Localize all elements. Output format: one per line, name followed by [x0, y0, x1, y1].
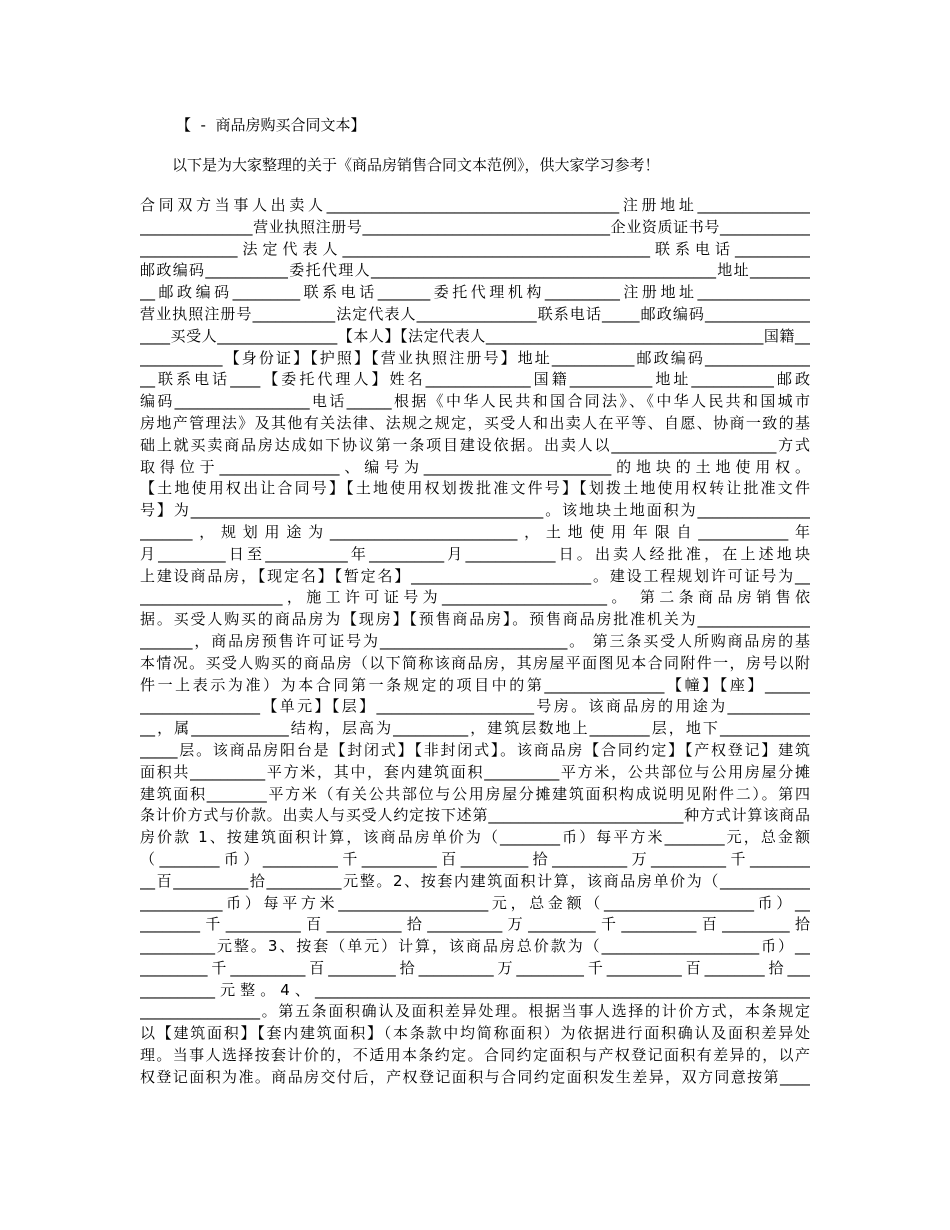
contract-text-line: 号】为_______________________________________________。该地块土地面积为_______________ [140, 501, 810, 520]
contract-text-line: __百__________拾__________元整。2、按套内建筑面积计算，该商品房单价为（____________ [140, 871, 810, 890]
contract-text-line: 以【建筑面积】【套内建筑面积】（本条款中均简称面积）为依据进行面积确认及面积差异处 [140, 1024, 810, 1043]
contract-text-line: __联系电话____【委托代理人】姓名______________国籍___________地址___________邮政 [140, 370, 810, 389]
contract-text-line: 建筑面积________平方米（有关公共部位与公用房屋分摊建筑面积构成说明见附件二）。第四 [140, 784, 810, 803]
contract-text-line: 条计价方式与价款。出卖人与买受人约定按下述第__________________________种方式计算该商品 [140, 806, 810, 825]
contract-text-line: 权登记面积为准。商品房交付后，产权登记面积与合同约定面积发生差异，双方同意按第____ [140, 1067, 810, 1086]
contract-text-line: 取得位于________________、编号为_________________________的地块的土地使用权。 [140, 457, 810, 476]
contract-text-line: 月_________日至___________年__________月____________日。出卖人经批准，在上述地块 [140, 544, 810, 563]
contract-text-line: __________元整。4、__________________________________________________________________ [140, 980, 810, 999]
contract-text-line: 据。买受人购买的商品房为【现房】【预售商品房】。预售商品房批准机关为_______________ [140, 610, 810, 629]
document-heading: 【 - 商品房购买合同文本】 [176, 116, 366, 134]
contract-text-line: 房地产管理法》及其他有关法律、法规之规定，买受人和出卖人在平等、自愿、协商一致的基 [140, 413, 810, 432]
contract-text-line: ___________币）每平方米____________________元，总金额（____________________币）__ [140, 893, 810, 912]
contract-text-line: __________元整。3、按套（单元）计算，该商品房总价款为（_____________________币）__ [140, 937, 810, 956]
contract-text-line: __邮政编码_________联系电话_______委托代理机构__________注册地址_______________ [140, 283, 810, 302]
contract-text-line: 营业执照注册号___________法定代表人________________联系电话_____邮政编码______________ [140, 304, 810, 323]
contract-text-line: 件一上表示为准）为本合同第一条规定的项目中的第________________【幢】【座】______ [140, 675, 810, 694]
contract-body [140, 195, 810, 1089]
contract-text-line: ________________。第五条面积确认及面积差异处理。根据当事人选择的计价方式，本条规定 [140, 1002, 810, 1021]
contract-text-line: 本情况。买受人购买的商品房（以下简称该商品房，其房屋平面图见本合同附件一，房号以附 [140, 653, 810, 672]
contract-text-line: ___________【身份证】【护照】【营业执照注册号】地址___________邮政编码______________ [140, 348, 810, 367]
contract-text-line: 【土地使用权出让合同号】【土地使用权划拨批准文件号】【划拨土地使用权转让批准文件 [140, 479, 810, 498]
contract-text-line: _______________营业执照注册号_________________________________企业资质证书号____________ [140, 217, 810, 236]
contract-text-line: ____买受人________________【本人】【法定代表人_____________________________________国籍__ [140, 326, 810, 345]
contract-text-line: 编码__________________电话______根据《中华人民共和国合同法》、《中华人民共和国城市 [140, 392, 810, 411]
contract-text-line: ________________【单元】【层】_____________________号房。该商品房的用途为___________ [140, 697, 810, 716]
contract-text-line: 面积共__________平方米，其中，套内建筑面积__________平方米，公共部位与公用房屋分摊 [140, 762, 810, 781]
contract-text-line: 房价款 1、按建筑面积计算，该商品房单价为（________币）每平方米________元，总金额 [140, 828, 810, 847]
contract-text-line: （________币）__________千__________百_________拾__________万__________千________ [140, 849, 810, 868]
contract-text-line: _______，规划用途为_________________________，土地使用年限自____________年 [140, 522, 810, 541]
contract-text-line: _____________法定代表人_________________________________________联系电话__________ [140, 239, 810, 258]
contract-text-line: 础上就买卖商品房达成如下协议第一条项目建设依据。出卖人以______________________方式 [140, 435, 810, 454]
contract-text-line: 邮政编码___________委托代理人______________________________________________地址________ [140, 261, 810, 280]
contract-text-line: 合同双方当事人出卖人_______________________________________注册地址_______________ [140, 196, 810, 214]
contract-text-line: ___________________，施工许可证号为______________________。 第二条商品房销售依 [140, 588, 810, 607]
contract-text-line: _________千__________百_________拾__________万_________千__________百________拾___ [140, 958, 810, 977]
contract-text-line: _______，商品房预售许可证号为_________________________。 第三条买受人所购商品房的基 [140, 631, 810, 650]
contract-text-line: __，属_____________结构，层高为__________，建筑层数地上________层，地下____________ [140, 719, 810, 738]
contract-text-line: ________千__________百__________拾__________万_________千__________百_________拾 [140, 915, 810, 934]
contract-text-line: _____层。该商品房阳台是【封闭式】【非封闭式】。该商品房【合同约定】【产权登记】建筑 [140, 740, 810, 759]
intro-paragraph: 以下是为大家整理的关于《商品房销售合同文本范例》，供大家学习参考！ [172, 156, 660, 174]
contract-text-line: 上建设商品房，【现定名】【暂定名】________________________。建设工程规划许可证号为__ [140, 566, 810, 585]
contract-text-line: 理。当事人选择按套计价的，不适用本条约定。合同约定面积与产权登记面积有差异的，以产 [140, 1046, 810, 1065]
